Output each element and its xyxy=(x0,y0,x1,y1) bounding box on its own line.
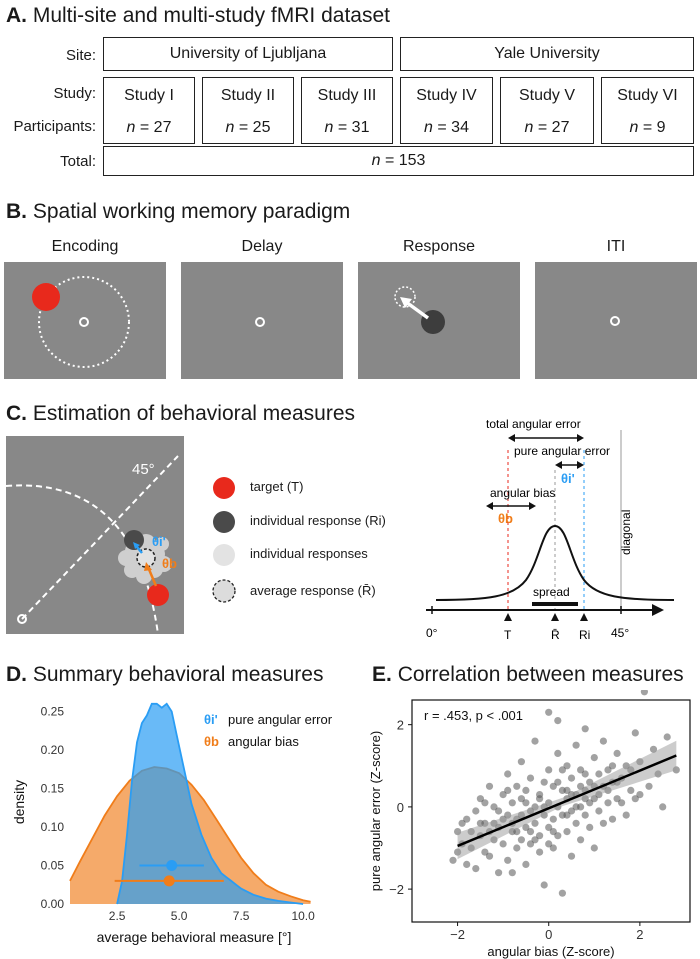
scatter-point xyxy=(604,799,611,806)
scatter-point xyxy=(531,836,538,843)
scatter-point xyxy=(554,717,561,724)
study-participants: n = 27 xyxy=(126,119,172,136)
scatter-point xyxy=(472,807,479,814)
scatter-point xyxy=(595,770,602,777)
phase-label-iti: ITI xyxy=(606,238,626,255)
scatter-point xyxy=(481,799,488,806)
scatter-point xyxy=(486,783,493,790)
legend-symbol: θb xyxy=(204,734,219,749)
panel-e-title: E. Correlation between measures xyxy=(372,663,684,686)
scatter-point xyxy=(545,766,552,773)
panel-d-title: D. Summary behavioral measures xyxy=(6,663,324,686)
response-screen xyxy=(358,262,520,379)
fixation-dot xyxy=(611,317,619,325)
scatter-point xyxy=(618,799,625,806)
y-axis-label: density xyxy=(11,779,27,825)
pure-angular-error-label: pure angular error xyxy=(514,444,611,458)
x-tick-label: −2 xyxy=(450,927,465,942)
scatter-point xyxy=(632,729,639,736)
pure-error-arrow-left xyxy=(555,461,562,469)
mean-point-angular-bias xyxy=(164,875,175,886)
correlation-annotation: r = .453, p < .001 xyxy=(424,708,524,723)
scatter-point xyxy=(664,733,671,740)
mean-point-pure-error xyxy=(166,860,177,871)
scatter-point xyxy=(522,861,529,868)
theta-b-label: θb xyxy=(162,556,177,571)
study-participants: n = 25 xyxy=(225,119,271,136)
phase-label-response: Response xyxy=(402,238,476,255)
x-tick-label: 0 xyxy=(545,927,553,942)
legend-label: angular bias xyxy=(228,734,299,749)
x-tick-label: 10.0 xyxy=(291,909,315,923)
marker-R-label: R̄ xyxy=(551,628,560,642)
scatter-point xyxy=(541,881,548,888)
iti-graphic xyxy=(535,262,697,379)
scatter-point xyxy=(495,869,502,876)
x-tick-label: 5.0 xyxy=(170,909,188,923)
scatter-point xyxy=(559,766,566,773)
spread-label: spread xyxy=(533,585,570,599)
scatter-chart xyxy=(360,690,700,959)
study-name: Study V xyxy=(518,87,576,104)
scatter-point xyxy=(591,754,598,761)
encoding-target-dot xyxy=(32,283,60,311)
legend-label-individual-response: individual response (Ri) xyxy=(250,513,386,528)
site-box-yale: Yale University xyxy=(400,37,694,71)
marker-R xyxy=(551,613,559,621)
scatter-point xyxy=(472,865,479,872)
y-axis-label: pure angular error (Z-score) xyxy=(368,730,383,892)
theta-i-diagram-label: θi' xyxy=(561,471,575,486)
study-name: Study I xyxy=(124,87,174,104)
y-tick-label: 0.00 xyxy=(40,897,64,911)
scatter-point xyxy=(531,738,538,745)
panel-a-title: A. Multi-site and multi-study fMRI dataset xyxy=(6,4,390,27)
study-box-3 xyxy=(301,77,393,144)
scatter-point xyxy=(527,828,534,835)
study-participants: n = 27 xyxy=(524,119,570,136)
study-name: Study II xyxy=(220,87,276,104)
scatter-point xyxy=(563,828,570,835)
scatter-point xyxy=(614,750,621,757)
study-row-label: Study: xyxy=(53,85,96,102)
scatter-point xyxy=(595,807,602,814)
x-tick-label: 7.5 xyxy=(232,909,250,923)
legend-marker-individual-response xyxy=(213,511,235,533)
site-box-ljubljana: University of Ljubljana xyxy=(103,37,393,71)
scatter-point xyxy=(518,836,525,843)
scatter-point xyxy=(591,844,598,851)
scatter-point xyxy=(550,828,557,835)
scatter-point xyxy=(627,787,634,794)
scatter-point xyxy=(504,787,511,794)
legend-label-average-response: average response (R̄) xyxy=(250,583,376,598)
response-graphic xyxy=(358,262,520,379)
delay-screen xyxy=(181,262,343,379)
scatter-point xyxy=(554,750,561,757)
scatter-point xyxy=(609,762,616,769)
scatter-point xyxy=(623,812,630,819)
scatter-point xyxy=(645,783,652,790)
total-error-arrow-left xyxy=(508,434,515,442)
scatter-point xyxy=(536,795,543,802)
site-row-label: Site: xyxy=(65,47,96,64)
y-tick-label: 0.05 xyxy=(40,858,64,873)
scatter-point xyxy=(632,795,639,802)
study-participants: n = 31 xyxy=(324,119,370,136)
panel-b-title: B. Spatial working memory paradigm xyxy=(6,200,351,223)
panel-c-title: C. Estimation of behavioral measures xyxy=(6,402,356,425)
phase-label-encoding: Encoding xyxy=(51,238,119,255)
scatter-point xyxy=(495,807,502,814)
study-name: Study VI xyxy=(617,87,678,104)
x-axis-arrowhead xyxy=(652,604,664,616)
legend-label: pure angular error xyxy=(228,712,333,727)
legend-label-target: target (T) xyxy=(250,479,304,494)
encoding-screen xyxy=(4,262,166,379)
theta-i-label: θi' xyxy=(152,534,166,549)
scatter-point xyxy=(449,857,456,864)
study-box-6 xyxy=(601,77,694,144)
scatter-point xyxy=(522,787,529,794)
marker-Ri xyxy=(580,613,588,621)
legend-marker-target xyxy=(213,477,235,499)
encoding-graphic xyxy=(4,262,166,379)
estimation-zoom-screen xyxy=(6,436,184,634)
delay-graphic xyxy=(181,262,343,379)
scatter-point xyxy=(527,775,534,782)
scatter-point xyxy=(563,787,570,794)
scatter-point xyxy=(536,849,543,856)
scatter-point xyxy=(481,849,488,856)
scatter-point xyxy=(559,890,566,897)
x-tick-label: 2.5 xyxy=(108,909,126,923)
estimation-zoom-graphic xyxy=(6,436,184,634)
scatter-point xyxy=(573,742,580,749)
scatter-point xyxy=(550,816,557,823)
pure-error-arrow-right xyxy=(577,461,584,469)
scatter-point xyxy=(563,812,570,819)
y-tick-label: −2 xyxy=(389,882,404,898)
marker-T-label: T xyxy=(504,628,512,642)
legend-symbol: θi' xyxy=(204,712,218,727)
density-chart xyxy=(0,690,340,959)
scatter-point xyxy=(518,758,525,765)
fixation-dot xyxy=(80,318,88,326)
total-error-arrow-right xyxy=(577,434,584,442)
scatter-point xyxy=(568,853,575,860)
scatter-point xyxy=(513,783,520,790)
iti-screen xyxy=(535,262,697,379)
bias-arrow-left xyxy=(486,502,493,510)
study-box-2 xyxy=(202,77,294,144)
scatter-point xyxy=(459,820,466,827)
scatter-point xyxy=(463,861,470,868)
scatter-point xyxy=(500,840,507,847)
study-name: Study III xyxy=(317,87,377,104)
study-participants: n = 9 xyxy=(629,119,666,136)
legend-marker-individual-responses xyxy=(213,544,235,566)
participants-row-label: Participants: xyxy=(13,118,96,135)
y-tick-label: 2 xyxy=(396,717,404,733)
legend-marker-average-response xyxy=(213,580,235,602)
y-tick-label: 0.15 xyxy=(40,781,64,796)
bias-arrow-right xyxy=(529,502,536,510)
study-box-5 xyxy=(500,77,594,144)
angle-45-label: 45° xyxy=(132,461,155,478)
x-axis-label: angular bias (Z-score) xyxy=(487,944,615,959)
y-tick-label: 0.10 xyxy=(40,820,64,835)
total-angular-error-label: total angular error xyxy=(486,417,581,431)
scatter-point xyxy=(509,799,516,806)
response-arrow-shaft xyxy=(406,302,428,318)
angular-bias-label: angular bias xyxy=(490,486,556,500)
scatter-point xyxy=(513,844,520,851)
scatter-point xyxy=(600,738,607,745)
scatter-point xyxy=(573,803,580,810)
y-tick-label: 0.20 xyxy=(40,743,64,758)
fixation-dot xyxy=(256,318,264,326)
theta-b-diagram-label: θb xyxy=(498,511,513,526)
marker-T xyxy=(504,613,512,621)
scatter-point xyxy=(573,820,580,827)
y-tick-label: 0.25 xyxy=(40,704,64,719)
marker-Ri-label: Ri xyxy=(579,628,591,642)
scatter-point xyxy=(600,820,607,827)
scatter-point xyxy=(582,770,589,777)
study-box-1 xyxy=(103,77,195,144)
scatter-point xyxy=(609,816,616,823)
total-row-label: Total: xyxy=(60,153,96,170)
scatter-point xyxy=(641,690,648,695)
tick-0-label: 0° xyxy=(426,626,438,640)
scatter-point xyxy=(545,709,552,716)
scatter-point xyxy=(577,836,584,843)
scatter-point xyxy=(541,779,548,786)
scatter-point xyxy=(509,869,516,876)
study-name: Study IV xyxy=(416,87,477,104)
study-participants: n = 34 xyxy=(424,119,469,136)
scatter-point xyxy=(504,857,511,864)
scatter-point xyxy=(522,799,529,806)
study-box-4 xyxy=(400,77,493,144)
scatter-point xyxy=(504,770,511,777)
phase-label-delay: Delay xyxy=(241,238,283,255)
diagonal-label: diagonal xyxy=(619,509,633,555)
scatter-point xyxy=(582,812,589,819)
scatter-point xyxy=(659,803,666,810)
scatter-point xyxy=(586,824,593,831)
x-axis-label: average behavioral measure [°] xyxy=(96,929,292,945)
legend-label-individual-responses: individual responses xyxy=(250,546,368,561)
y-tick-label: 0 xyxy=(396,799,404,815)
target-dot xyxy=(147,584,169,606)
scatter-point xyxy=(582,725,589,732)
error-decomposition-diagram xyxy=(418,410,700,645)
individual-response-dot xyxy=(124,530,144,550)
scatter-point xyxy=(568,775,575,782)
total-box: n = 153 xyxy=(103,146,694,176)
x-tick-label: 2 xyxy=(636,927,644,942)
scatter-point xyxy=(545,840,552,847)
scatter-point xyxy=(554,779,561,786)
tick-45-label: 45° xyxy=(611,626,630,640)
